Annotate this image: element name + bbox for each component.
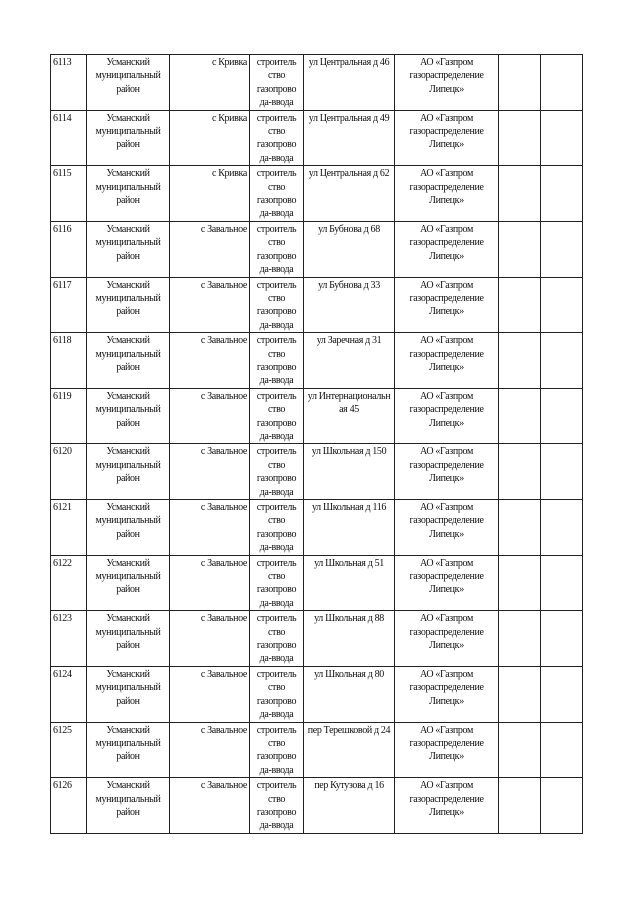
row-number: 6120 — [51, 444, 87, 500]
table-row — [51, 55, 583, 111]
empty-cell — [499, 388, 541, 444]
empty-cell — [499, 333, 541, 389]
empty-cell — [541, 388, 583, 444]
organization-cell: АО «Газпром газораспределение Липецк» — [395, 277, 499, 333]
empty-cell — [541, 277, 583, 333]
row-number: 6119 — [51, 388, 87, 444]
row-number: 6123 — [51, 611, 87, 667]
settlement-cell: с Завальное — [170, 500, 250, 556]
district-cell: Усманский муниципальный район — [87, 555, 170, 611]
row-number: 6124 — [51, 666, 87, 722]
work-type-cell: строитель ство газопрово да-ввода — [250, 388, 304, 444]
organization-cell: АО «Газпром газораспределение Липецк» — [395, 221, 499, 277]
address-cell: ул Школьная д 116 — [304, 500, 395, 556]
empty-cell — [541, 110, 583, 166]
work-type-cell: строитель ство газопрово да-ввода — [250, 555, 304, 611]
work-type-cell: строитель ство газопрово да-ввода — [250, 55, 304, 111]
row-number: 6121 — [51, 500, 87, 556]
empty-cell — [541, 444, 583, 500]
address-cell: пер Кутузова д 16 — [304, 778, 395, 834]
empty-cell — [499, 221, 541, 277]
table-row — [51, 333, 583, 389]
table-body — [51, 55, 583, 834]
settlement-cell: с Завальное — [170, 277, 250, 333]
empty-cell — [499, 500, 541, 556]
work-type-cell: строитель ство газопрово да-ввода — [250, 611, 304, 667]
table-row — [51, 166, 583, 222]
table-row — [51, 722, 583, 778]
settlement-cell: с Завальное — [170, 555, 250, 611]
work-type-cell: строитель ство газопрово да-ввода — [250, 221, 304, 277]
empty-cell — [499, 666, 541, 722]
work-type-cell: строитель ство газопрово да-ввода — [250, 166, 304, 222]
district-cell: Усманский муниципальный район — [87, 778, 170, 834]
settlement-cell: с Завальное — [170, 333, 250, 389]
empty-cell — [499, 166, 541, 222]
organization-cell: АО «Газпром газораспределение Липецк» — [395, 110, 499, 166]
empty-cell — [499, 611, 541, 667]
district-cell: Усманский муниципальный район — [87, 666, 170, 722]
address-cell: ул Бубнова д 33 — [304, 277, 395, 333]
table-row — [51, 500, 583, 556]
address-cell: ул Школьная д 80 — [304, 666, 395, 722]
empty-cell — [541, 55, 583, 111]
district-cell: Усманский муниципальный район — [87, 500, 170, 556]
district-cell: Усманский муниципальный район — [87, 166, 170, 222]
row-number: 6118 — [51, 333, 87, 389]
work-type-cell: строитель ство газопрово да-ввода — [250, 500, 304, 556]
empty-cell — [541, 666, 583, 722]
organization-cell: АО «Газпром газораспределение Липецк» — [395, 166, 499, 222]
table-row — [51, 611, 583, 667]
address-cell: пер Терешковой д 24 — [304, 722, 395, 778]
empty-cell — [499, 444, 541, 500]
empty-cell — [499, 55, 541, 111]
address-cell: ул Школьная д 51 — [304, 555, 395, 611]
address-cell: ул Бубнова д 68 — [304, 221, 395, 277]
address-cell: ул Заречная д 31 — [304, 333, 395, 389]
empty-cell — [541, 500, 583, 556]
district-cell: Усманский муниципальный район — [87, 221, 170, 277]
empty-cell — [541, 555, 583, 611]
organization-cell: АО «Газпром газораспределение Липецк» — [395, 55, 499, 111]
table-row — [51, 555, 583, 611]
row-number: 6113 — [51, 55, 87, 111]
work-type-cell: строитель ство газопрово да-ввода — [250, 277, 304, 333]
settlement-cell: с Кривка — [170, 110, 250, 166]
address-cell: ул Школьная д 150 — [304, 444, 395, 500]
organization-cell: АО «Газпром газораспределение Липецк» — [395, 555, 499, 611]
row-number: 6116 — [51, 221, 87, 277]
table-row — [51, 277, 583, 333]
district-cell: Усманский муниципальный район — [87, 55, 170, 111]
work-type-cell: строитель ство газопрово да-ввода — [250, 333, 304, 389]
row-number: 6115 — [51, 166, 87, 222]
empty-cell — [499, 277, 541, 333]
organization-cell: АО «Газпром газораспределение Липецк» — [395, 778, 499, 834]
empty-cell — [541, 611, 583, 667]
empty-cell — [499, 110, 541, 166]
organization-cell: АО «Газпром газораспределение Липецк» — [395, 333, 499, 389]
settlement-cell: с Завальное — [170, 611, 250, 667]
organization-cell: АО «Газпром газораспределение Липецк» — [395, 388, 499, 444]
address-cell: ул Центральная д 62 — [304, 166, 395, 222]
settlement-cell: с Кривка — [170, 55, 250, 111]
district-cell: Усманский муниципальный район — [87, 444, 170, 500]
address-cell: ул Интернациональн ая 45 — [304, 388, 395, 444]
address-cell: ул Школьная д 88 — [304, 611, 395, 667]
empty-cell — [541, 722, 583, 778]
organization-cell: АО «Газпром газораспределение Липецк» — [395, 666, 499, 722]
organization-cell: АО «Газпром газораспределение Липецк» — [395, 722, 499, 778]
table-row — [51, 666, 583, 722]
empty-cell — [541, 333, 583, 389]
organization-cell: АО «Газпром газораспределение Липецк» — [395, 500, 499, 556]
district-cell: Усманский муниципальный район — [87, 388, 170, 444]
district-cell: Усманский муниципальный район — [87, 333, 170, 389]
settlement-cell: с Кривка — [170, 166, 250, 222]
empty-cell — [499, 722, 541, 778]
district-cell: Усманский муниципальный район — [87, 110, 170, 166]
table-row — [51, 221, 583, 277]
settlement-cell: с Завальное — [170, 722, 250, 778]
address-cell: ул Центральная д 49 — [304, 110, 395, 166]
table-row — [51, 388, 583, 444]
gas-connection-table — [50, 54, 583, 834]
district-cell: Усманский муниципальный район — [87, 611, 170, 667]
row-number: 6126 — [51, 778, 87, 834]
table-row — [51, 110, 583, 166]
empty-cell — [541, 778, 583, 834]
address-cell: ул Центральная д 46 — [304, 55, 395, 111]
row-number: 6122 — [51, 555, 87, 611]
work-type-cell: строитель ство газопрово да-ввода — [250, 722, 304, 778]
table-row — [51, 778, 583, 834]
organization-cell: АО «Газпром газораспределение Липецк» — [395, 444, 499, 500]
settlement-cell: с Завальное — [170, 221, 250, 277]
work-type-cell: строитель ство газопрово да-ввода — [250, 778, 304, 834]
settlement-cell: с Завальное — [170, 778, 250, 834]
empty-cell — [541, 221, 583, 277]
district-cell: Усманский муниципальный район — [87, 277, 170, 333]
row-number: 6125 — [51, 722, 87, 778]
settlement-cell: с Завальное — [170, 388, 250, 444]
work-type-cell: строитель ство газопрово да-ввода — [250, 666, 304, 722]
row-number: 6117 — [51, 277, 87, 333]
work-type-cell: строитель ство газопрово да-ввода — [250, 110, 304, 166]
empty-cell — [499, 778, 541, 834]
empty-cell — [541, 166, 583, 222]
district-cell: Усманский муниципальный район — [87, 722, 170, 778]
organization-cell: АО «Газпром газораспределение Липецк» — [395, 611, 499, 667]
table-row — [51, 444, 583, 500]
row-number: 6114 — [51, 110, 87, 166]
empty-cell — [499, 555, 541, 611]
settlement-cell: с Завальное — [170, 666, 250, 722]
work-type-cell: строитель ство газопрово да-ввода — [250, 444, 304, 500]
settlement-cell: с Завальное — [170, 444, 250, 500]
